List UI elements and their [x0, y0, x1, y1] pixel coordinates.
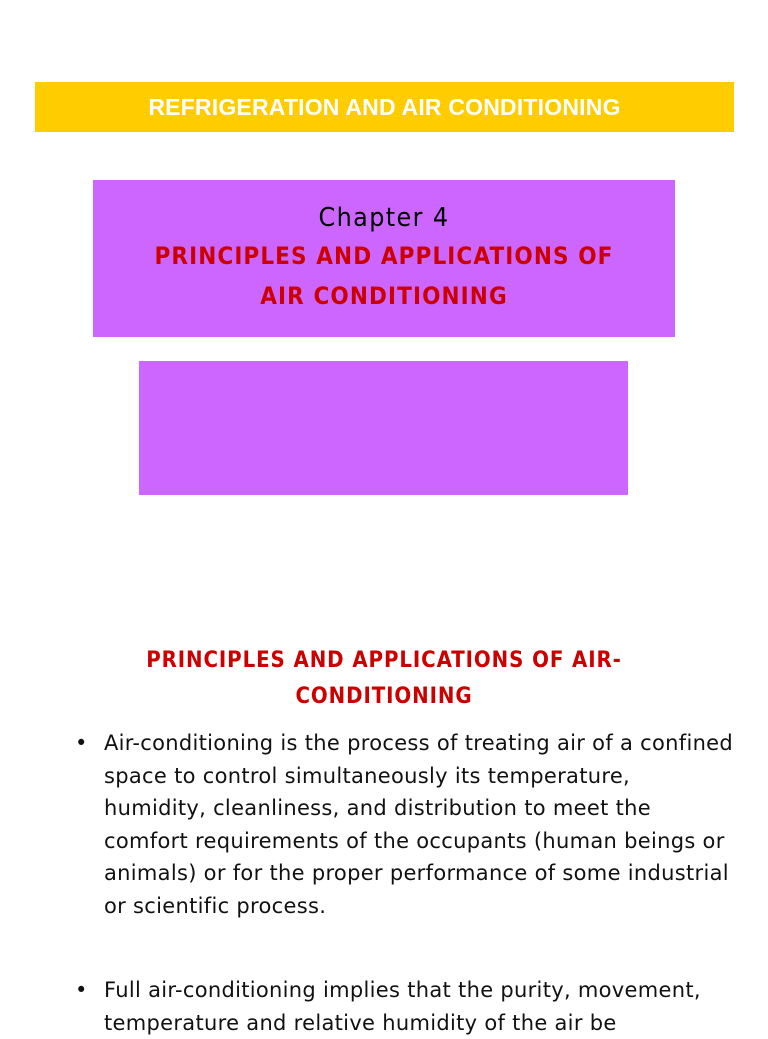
chapter-title: PRINCIPLES AND APPLICATIONS OF AIR CONDITIONING — [154, 242, 614, 310]
chapter-number: Chapter 4 — [318, 203, 450, 233]
list-item — [75, 974, 735, 1039]
title-banner — [35, 82, 734, 132]
bullet-marker: • — [75, 978, 88, 1002]
bullet-list — [75, 727, 735, 1039]
bullet-marker: • — [75, 731, 88, 755]
decorative-box — [139, 361, 628, 495]
section-heading: PRINCIPLES AND APPLICATIONS OF AIR-CONDITIONING — [146, 648, 622, 709]
banner-title: REFRIGERATION AND AIR CONDITIONING — [148, 93, 621, 120]
bullet-text: Full air-conditioning implies that the purity, movement, temperature and relative humidity of the air be — [104, 978, 701, 1035]
chapter-title-box — [93, 180, 675, 337]
list-item — [75, 727, 735, 922]
bullet-text: Air-conditioning is the process of treating air of a confined space to control simultaneously its temperature, humidity, cleanliness, and distribution to meet the comfort requirements of the occupants (human beings or animals) or for the proper performance of some industrial or scientific process. — [104, 731, 734, 918]
